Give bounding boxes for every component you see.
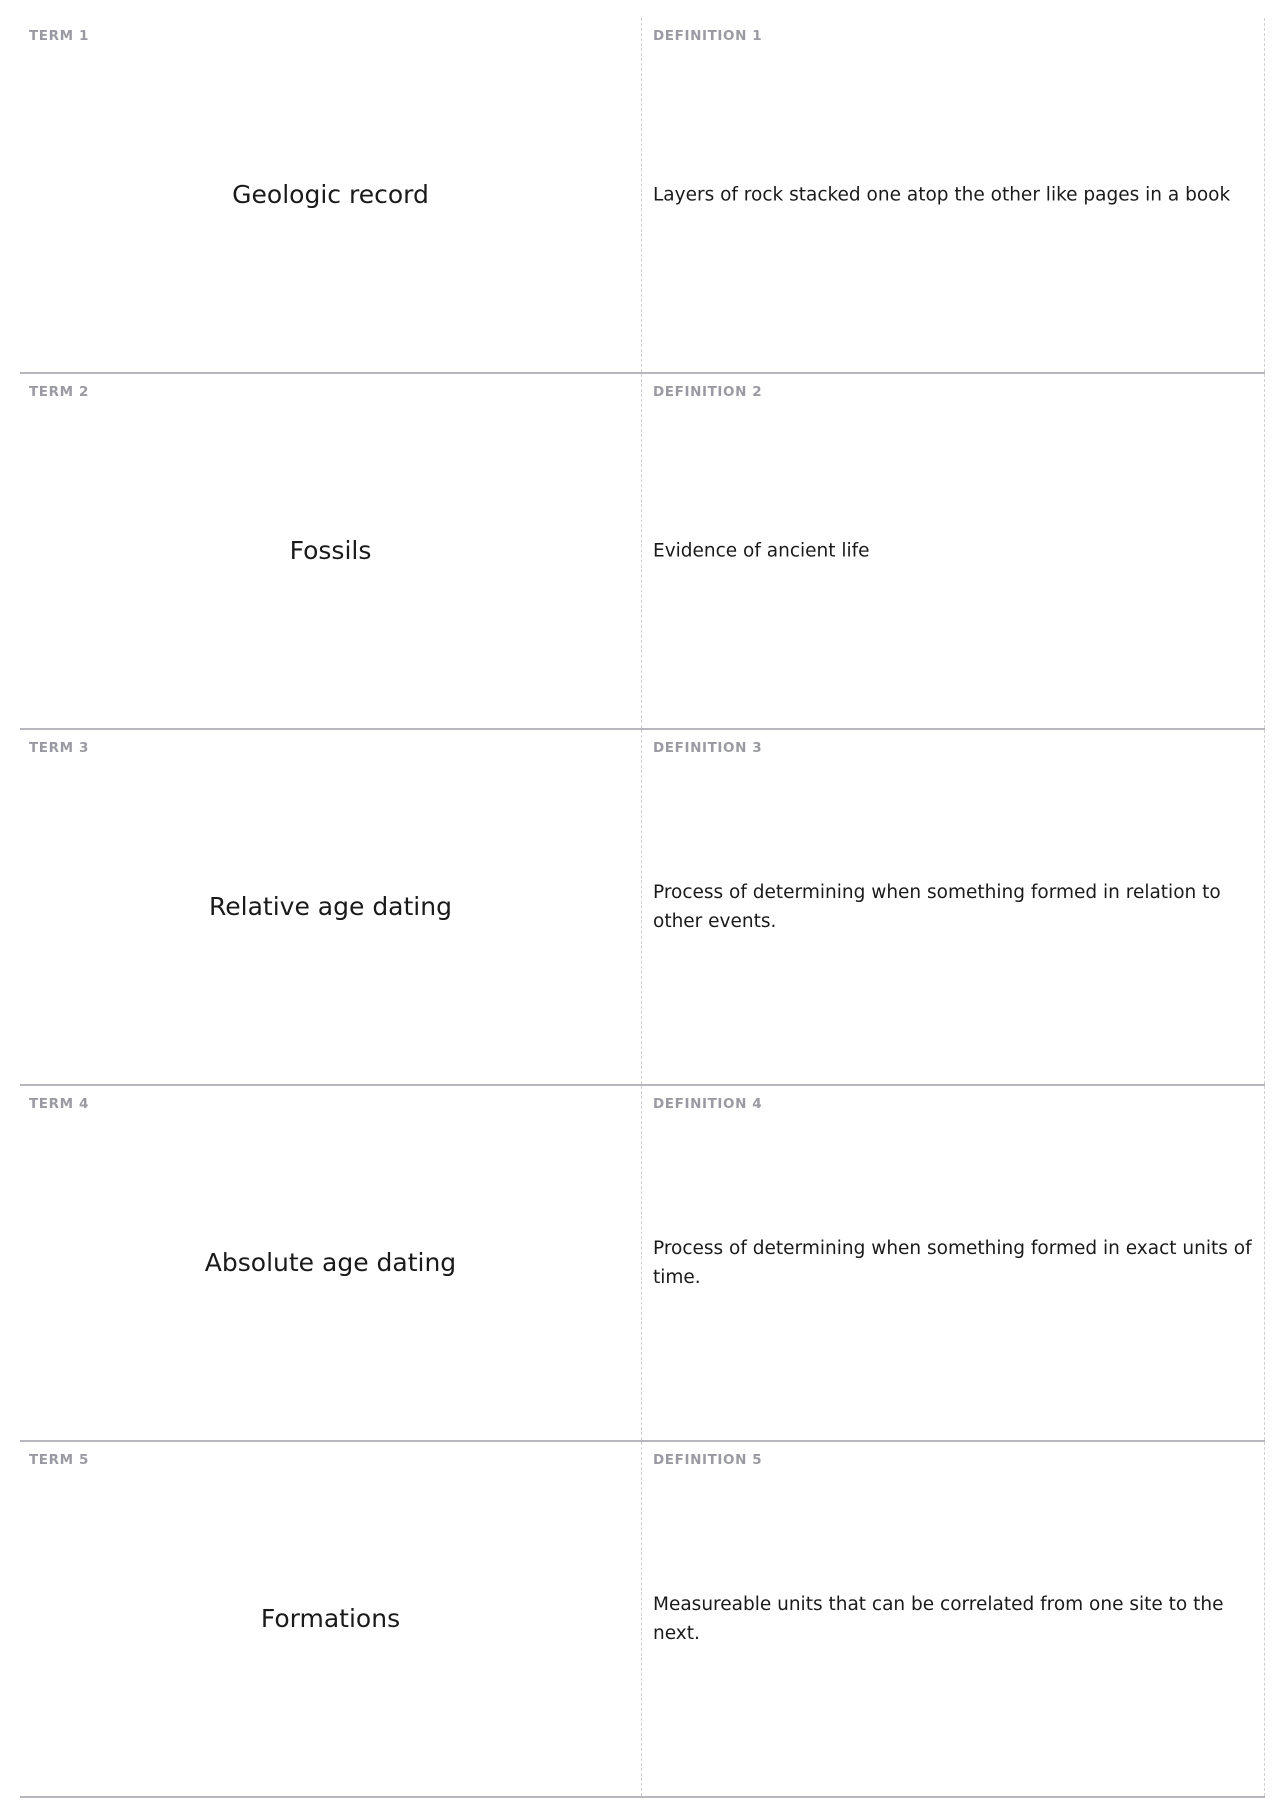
flashcard-row-3 bbox=[20, 730, 1265, 1086]
term-text: Formations bbox=[260, 1604, 401, 1633]
definition-label: DEFINITION 5 bbox=[653, 1452, 763, 1468]
definition-label: DEFINITION 2 bbox=[653, 384, 763, 400]
term-label: TERM 5 bbox=[29, 1452, 89, 1468]
definition-cell bbox=[642, 730, 1265, 1084]
definition-cell bbox=[642, 1442, 1265, 1796]
flashcard-row-5 bbox=[20, 1442, 1265, 1798]
term-cell bbox=[20, 730, 642, 1084]
term-text: Geologic record bbox=[232, 180, 429, 209]
term-text: Absolute age dating bbox=[204, 1248, 457, 1277]
flashcard-row-4 bbox=[20, 1086, 1265, 1442]
term-text: Relative age dating bbox=[209, 892, 452, 921]
definition-text: Process of determining when something formed in relation to other events. bbox=[653, 882, 1221, 932]
term-cell bbox=[20, 374, 642, 728]
definition-text: Process of determining when something formed in exact units of time. bbox=[653, 1238, 1252, 1288]
definition-label: DEFINITION 3 bbox=[653, 740, 763, 756]
definition-label: DEFINITION 4 bbox=[653, 1096, 763, 1112]
flashcard-row-2 bbox=[20, 374, 1265, 730]
definition-cell bbox=[642, 1086, 1265, 1440]
term-label: TERM 3 bbox=[29, 740, 89, 756]
term-text: Fossils bbox=[289, 536, 372, 565]
definition-text: Evidence of ancient life bbox=[653, 540, 870, 562]
definition-text: Measureable units that can be correlated from one site to the next. bbox=[653, 1594, 1224, 1644]
definition-cell bbox=[642, 374, 1265, 728]
definition-text: Layers of rock stacked one atop the other like pages in a book bbox=[653, 184, 1231, 206]
term-cell bbox=[20, 18, 642, 372]
term-label: TERM 4 bbox=[29, 1096, 89, 1112]
definition-label: DEFINITION 1 bbox=[653, 28, 763, 44]
term-label: TERM 1 bbox=[29, 28, 89, 44]
flashcard-row-1 bbox=[20, 18, 1265, 374]
definition-cell bbox=[642, 18, 1265, 372]
term-label: TERM 2 bbox=[29, 384, 89, 400]
term-cell bbox=[20, 1086, 642, 1440]
flashcard-sheet bbox=[20, 18, 1265, 1798]
term-cell bbox=[20, 1442, 642, 1796]
